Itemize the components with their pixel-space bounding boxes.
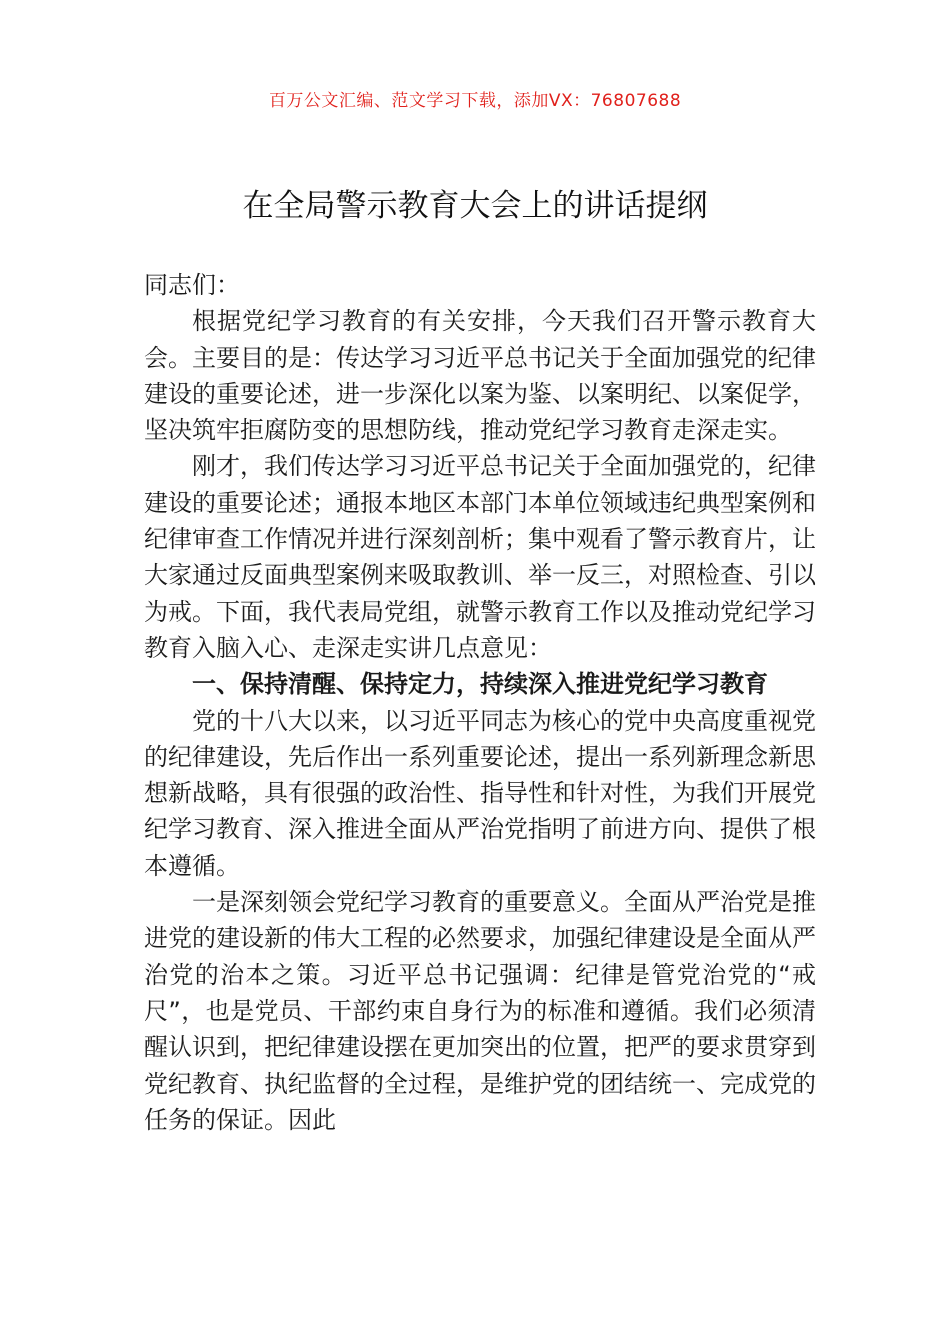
document-title: 在全局警示教育大会上的讲话提纲 [242, 188, 708, 224]
watermark-banner: 百万公文汇编、范文学习下载，添加VX：76807688 [268, 91, 682, 111]
paragraph-background: 党的十八大以来，以习近平同志为核心的党中央高度重视党的纪律建设，先后作出一系列重要论述，提出一系列新理念新思想新战略，具有很强的政治性、指导性和针对性，为我们开展党纪学习教育、深入推进全面从严治党指明了前进方向、提供了根本遵循。 [144, 706, 816, 880]
paragraph-summary: 刚才，我们传达学习习近平总书记关于全面加强党的，纪律建设的重要论述；通报本地区本部门本单位领域违纪典型案例和纪律审查工作情况并进行深刻剖析；集中观看了警示教育片，让大家通过反面典型案例来吸取教训、举一反三，对照检查、引以为戒。下面，我代表局党组，就警示教育工作以及推动党纪学习教育入脑入心、走深走实讲几点意见： [144, 452, 816, 662]
section-heading-1: 一、保持清醒、保持定力，持续深入推进党纪学习教育 [192, 670, 768, 699]
salutation: 同志们： [144, 271, 240, 299]
paragraph-intro: 根据党纪学习教育的有关安排，今天我们召开警示教育大会。主要目的是：传达学习习近平总书记关于全面加强党的纪律建设的重要论述，进一步深化以案为鉴、以案明纪、以案促学，坚决筑牢拒腐防变的思想防线，推动党纪学习教育走深走实。 [144, 307, 816, 445]
paragraph-point-1: 一是深刻领会党纪学习教育的重要意义。全面从严治党是推进党的建设新的伟大工程的必然要求，加强纪律建设是全面从严治党的治本之策。习近平总书记强调：纪律是管党治党的“戒尺”，也是党员、干部约束自身行为的标准和遵循。我们必须清醒认识到，把纪律建设摆在更加突出的位置，把严的要求贯穿到党纪教育、执纪监督的全过程，是维护党的团结统一、完成党的任务的保证。因此 [144, 888, 816, 1134]
document-body [144, 267, 816, 1138]
